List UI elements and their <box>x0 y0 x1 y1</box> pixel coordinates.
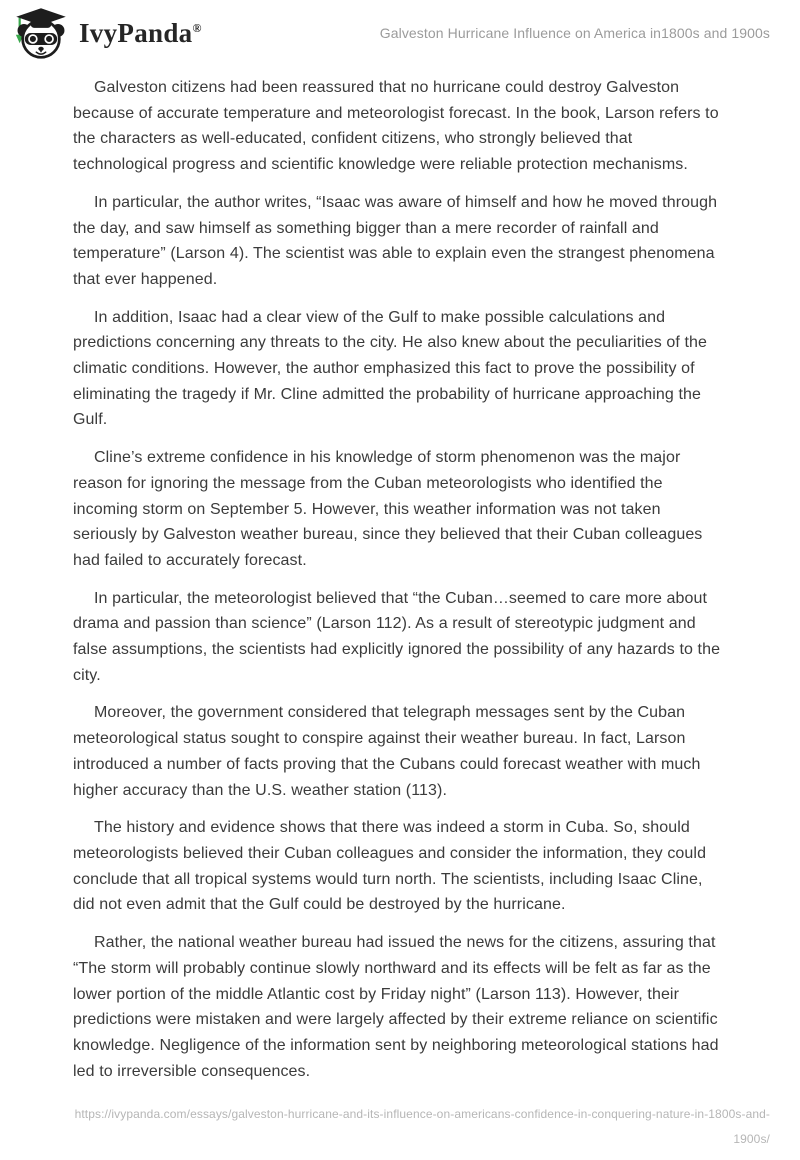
panda-graduation-cap-icon <box>12 6 70 60</box>
brand-name-label: IvyPanda <box>79 17 193 48</box>
essay-paragraph: Moreover, the government considered that telegraph messages sent by the Cuban meteorological status sought to conspire against their weather bureau. In fact, Larson introduced a number of facts proving that the Cubans could forecast weather with much higher accuracy than the U.S. weather station (113). <box>73 704 701 799</box>
header <box>0 0 800 60</box>
essay-paragraph: Rather, the national weather bureau had issued the news for the citizens, assuring that “The storm will probably continue slowly northward and its effects will be felt as far as the lower portion of the middle Atlantic cost by Friday night” (Larson 113). However, their predictions were mistaken and were largely affected by their extreme reliance on scientific knowledge. Negligence of the information sent by neighboring meteorological stations had led to irreversible consequences. <box>73 934 719 1080</box>
essay-paragraph: In addition, Isaac had a clear view of the Gulf to make possible calculations and predictions concerning any threats to the city. He also knew about the peculiarities of the climatic conditions. However, the author emphasized this fact to prove the possibility of eliminating the tragedy if Mr. Cline admitted the probability of hurricane approaching the Gulf. <box>73 308 708 429</box>
source-url-line: https://ivypanda.com/essays/galveston-hurricane-and-its-influence-on-americans-confidence-in-conquering-nature-in-1800s-and- <box>74 1107 770 1121</box>
essay-paragraph: Cline’s extreme confidence in his knowledge of storm phenomenon was the major reason for ignoring the message from the Cuban meteorologists who identified the incoming storm on September 5. However, this weather information was not taken seriously by Galveston weather bureau, since they believed that their Cuban colleagues had failed to accurately forecast. <box>73 449 703 569</box>
brand <box>12 6 202 60</box>
footer <box>57 1102 770 1152</box>
document-title: Galveston Hurricane Influence on America in1800s and 1900s <box>379 25 770 41</box>
essay-paragraph: In particular, the meteorologist believed that “the Cuban…seemed to care more about drama and passion than science” (Larson 112). As a result of stereotypic judgment and false assumptions, the scientists had explicitly ignored the possibility of any hazards to the city. <box>73 589 721 684</box>
essay-paragraph: In particular, the author writes, “Isaac was aware of himself and how he moved through the day, and saw himself as something bigger than a mere recorder of rainfall and temperature” (Larson 4). The scientist was able to explain even the strangest phenomena that ever happened. <box>73 193 718 288</box>
registered-mark: ® <box>192 20 202 35</box>
brand-name <box>79 18 202 49</box>
essay-paragraph: The history and evidence shows that there was indeed a storm in Cuba. So, should meteorologists believed their Cuban colleagues and consider the information, they could conclude that all tropical systems would turn north. The scientists, including Isaac Cline, did not even admit that the Gulf could be destroyed by the hurricane. <box>73 819 707 914</box>
essay-paragraph: Galveston citizens had been reassured that no hurricane could destroy Galveston because of accurate temperature and meteorologist forecast. In the book, Larson refers to the characters as well-educated, confident citizens, who strongly believed that technological progress and scientific knowledge were reliable protection mechanisms. <box>73 79 719 174</box>
essay-body <box>0 60 800 1084</box>
source-url-line: 1900s/ <box>733 1132 770 1146</box>
